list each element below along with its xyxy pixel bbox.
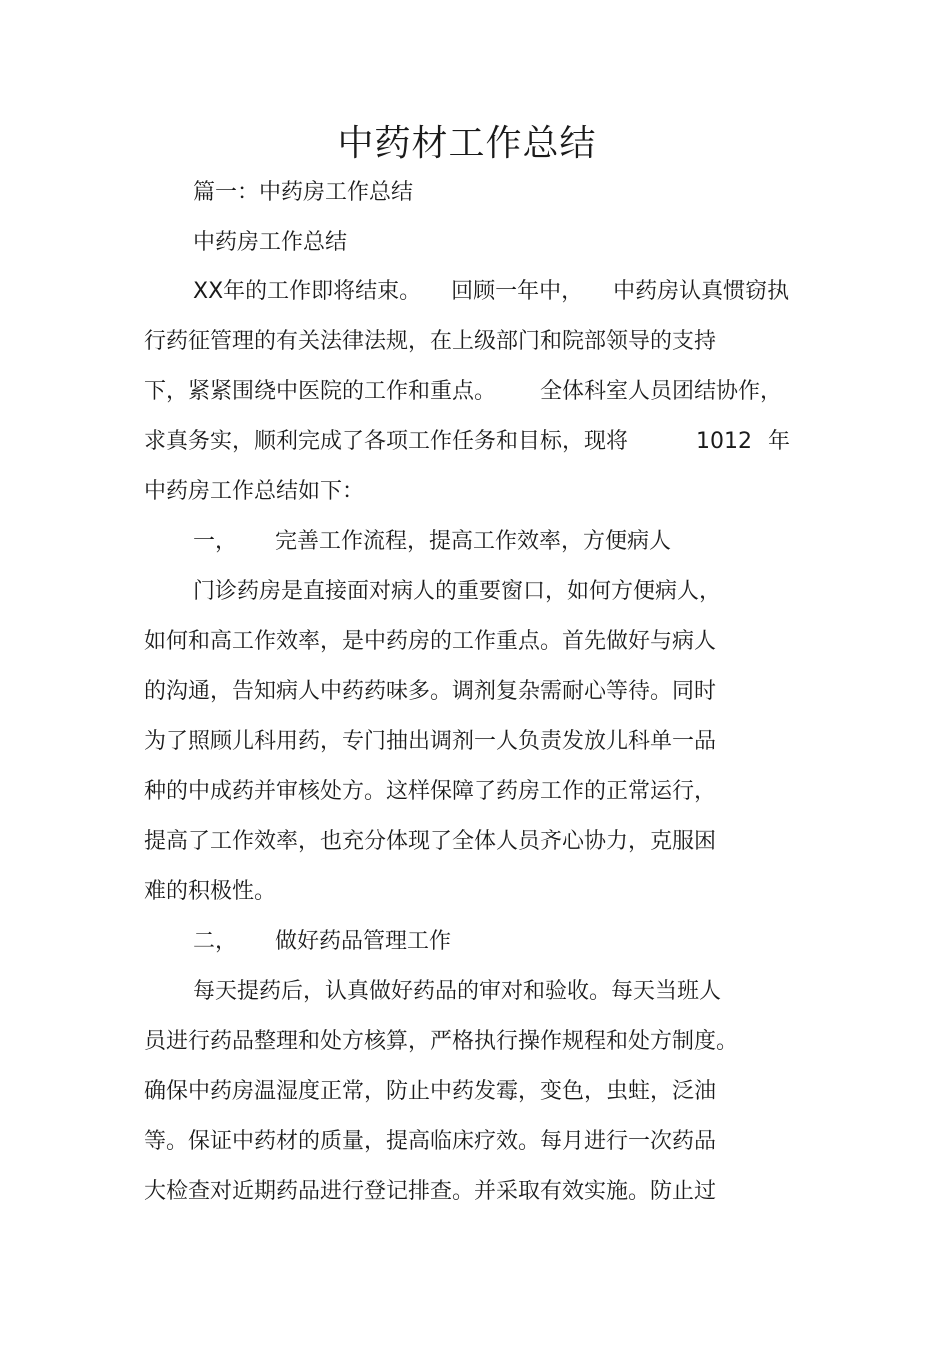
section-title: 做好药品管理工作 — [275, 929, 452, 954]
document-title: 中药材工作总结 — [337, 123, 597, 164]
text-segment: 年 — [768, 429, 791, 454]
paragraph-line: 每天提药后，认真做好药品的审对和验收。每天当班人 — [193, 979, 722, 1004]
paragraph-line: 等。保证中药材的质量，提高临床疗效。每月进行一次药品 — [144, 1129, 717, 1154]
section-heading-2 — [193, 927, 451, 957]
paragraph-line — [193, 277, 789, 307]
paragraph-line: 为了照顾儿科用药，专门抽出调剂一人负责发放儿科单一品 — [144, 729, 717, 754]
section-number: 一， — [193, 529, 238, 554]
paragraph-line: 的沟通，告知病人中药药味多。调剂复杂需耐心等待。同时 — [144, 679, 717, 704]
paragraph-line: 提高了工作效率，也充分体现了全体人员齐心协力，克服困 — [144, 829, 717, 854]
paragraph-line — [144, 427, 790, 457]
section-title: 完善工作流程，提高工作效率，方便病人 — [275, 529, 672, 554]
paragraph-line: 中药房工作总结如下： — [144, 479, 365, 504]
section-heading: 中药房工作总结 — [193, 230, 348, 255]
text-segment: 求真务实，顺利完成了各项工作任务和目标，现将 — [144, 429, 629, 454]
text-segment: XX年的工作即将结束。 — [193, 279, 422, 304]
paragraph-line: 行药征管理的有关法律法规，在上级部门和院部领导的支持 — [144, 329, 717, 354]
text-segment: 中药房认真惯窃执 — [613, 279, 790, 304]
paragraph-line: 如何和高工作效率，是中药房的工作重点。首先做好与病人 — [144, 629, 717, 654]
paragraph-line: 员进行药品整理和处方核算，严格执行操作规程和处方制度。 — [144, 1029, 739, 1054]
paragraph-line: 种的中成药并审核处方。这样保障了药房工作的正常运行， — [144, 779, 717, 804]
text-segment: 回顾一年中， — [451, 279, 584, 304]
paragraph-line: 确保中药房温湿度正常，防止中药发霉，变色，虫蛀，泛油 — [144, 1079, 717, 1104]
text-segment: 全体科室人员团结协作， — [540, 379, 783, 404]
document-subtitle: 篇一：中药房工作总结 — [193, 180, 414, 205]
section-number: 二， — [193, 929, 238, 954]
text-segment: 下，紧紧围绕中医院的工作和重点。 — [144, 379, 497, 404]
paragraph-line — [144, 377, 782, 407]
section-heading-1 — [193, 527, 671, 557]
paragraph-line: 大检查对近期药品进行登记排查。并采取有效实施。防止过 — [144, 1179, 717, 1204]
paragraph-line: 难的积极性。 — [144, 879, 277, 904]
year-number: 1012 — [696, 429, 753, 454]
paragraph-line: 门诊药房是直接面对病人的重要窗口，如何方便病人， — [193, 579, 722, 604]
